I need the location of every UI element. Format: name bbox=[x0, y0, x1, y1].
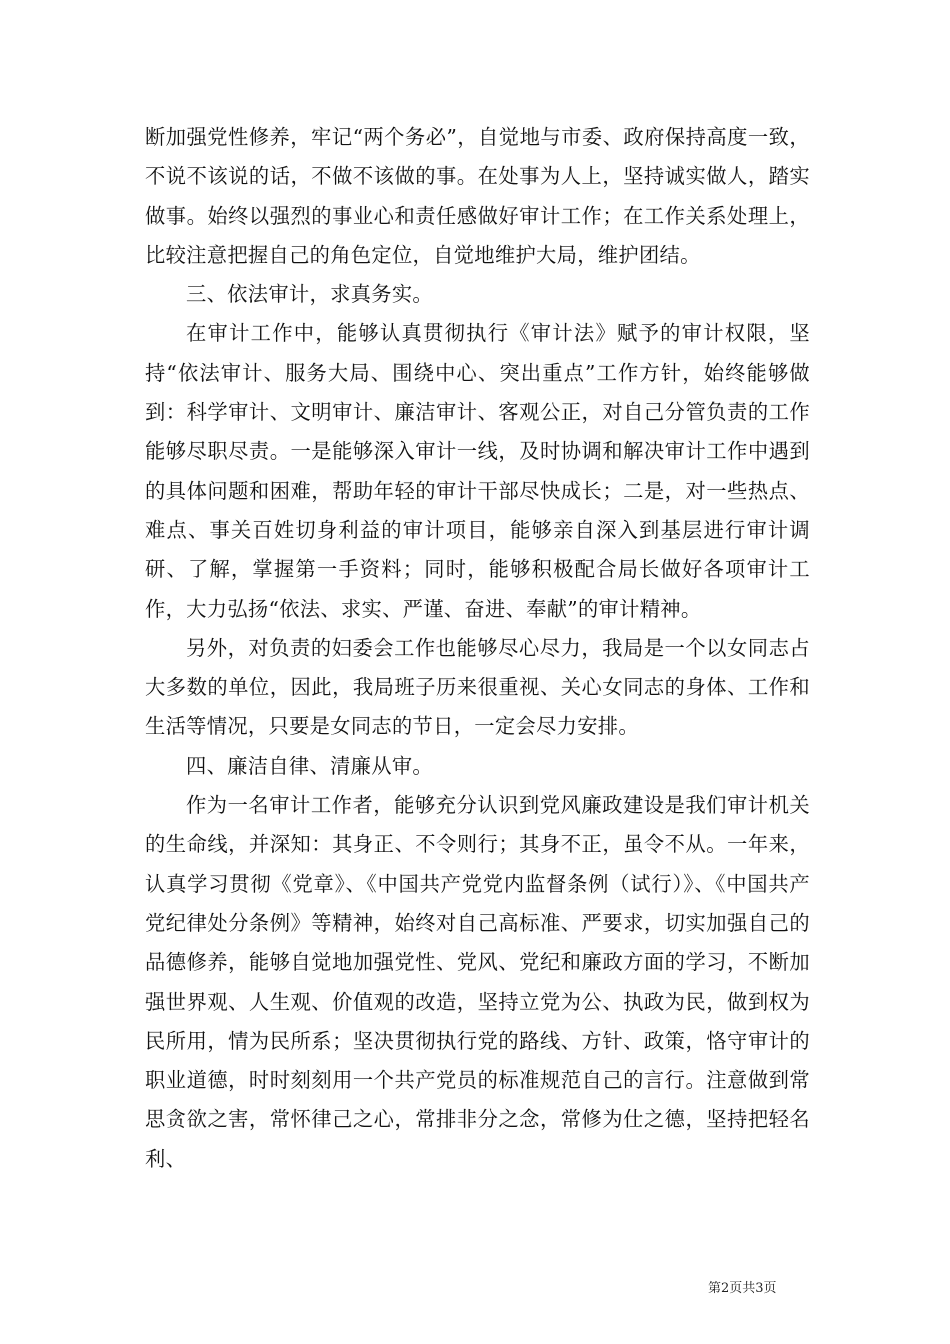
paragraph-continuation: 断加强党性修养，牢记“两个务必”，自觉地与市委、政府保持高度一致，不说不该说的话，不做不该做的事。在处事为人上，坚持诚实做人，踏实做事。始终以强烈的事业心和责任感做好审计工作；在工作关系处理上，比较注意把握自己的角色定位，自觉地维护大局，维护团结。 bbox=[145, 125, 810, 267]
page-number-footer: 第2页共3页 bbox=[708, 1281, 777, 1296]
paragraph-integrity: 作为一名审计工作者，能够充分认识到党风廉政建设是我们审计机关的生命线，并深知：其身正、不令则行；其身不正，虽令不从。一年来，认真学习贯彻《党章》、《中国共产党党内监督条例（试行）》、《中国共产党纪律处分条例》等精神，始终对自己高标准、严要求，切实加强自己的品德修养，能够自觉地加强党性、党风、党纪和廉政方面的学习，不断加强世界观、人生观、价值观的改造，坚持立党为公、执政为民，做到权为民所用，情为民所系；坚决贯彻执行党的路线、方针、政策，恪守审计的职业道德，时时刻刻用一个共产党员的标准规范自己的言行。注意做到常思贪欲之害，常怀律己之心，常排非分之念，常修为仕之德，坚持把轻名利、 bbox=[145, 793, 810, 1171]
document-body bbox=[145, 118, 810, 1179]
section-heading-3: 三、依法审计，求真务实。 bbox=[186, 282, 433, 307]
section-heading-4: 四、廉洁自律、清廉从审。 bbox=[186, 753, 433, 778]
paragraph-women-committee: 另外，对负责的妇委会工作也能够尽心尽力，我局是一个以女同志占大多数的单位，因此，我局班子历来很重视、关心女同志的身体、工作和生活等情况，只要是女同志的节日，一定会尽力安排。 bbox=[145, 635, 810, 739]
paragraph-audit-work: 在审计工作中，能够认真贯彻执行《审计法》赋予的审计权限，坚持“依法审计、服务大局、围绕中心、突出重点”工作方针，始终能够做到：科学审计、文明审计、廉洁审计、客观公正，对自己分管负责的工作能够尽职尽责。一是能够深入审计一线，及时协调和解决审计工作中遇到的具体问题和困难，帮助年轻的审计干部尽快成长；二是，对一些热点、难点、事关百姓切身利益的审计项目，能够亲自深入到基层进行审计调研、了解，掌握第一手资料；同时，能够积极配合局长做好各项审计工作，大力弘扬“依法、求实、严谨、奋进、奉献”的审计精神。 bbox=[145, 321, 810, 621]
